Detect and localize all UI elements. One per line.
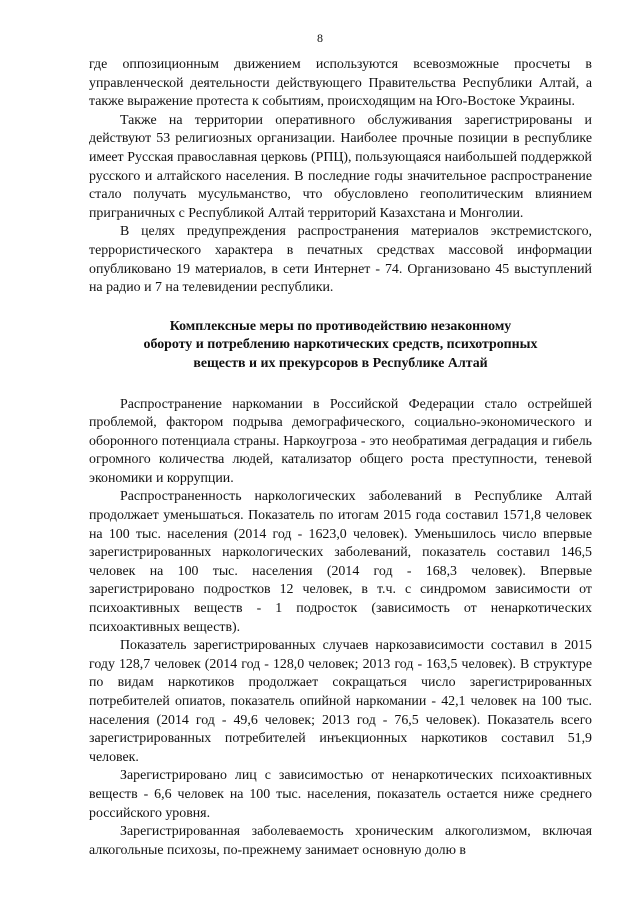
section-heading (89, 318, 592, 374)
section-heading-line: обороту и потреблению наркотических средств, психотропных (143, 337, 538, 353)
paragraph-drug-problem: Распространение наркомании в Российской Федерации стало острейшей проблемой, фактором подрыва демографического, социально-экономического и оборонного потенциала страны. Наркоугроза - это необратимая деградация и гибель огромного количества людей, катализатор общего роста преступности, теневой экономики и коррупции. (89, 396, 592, 486)
paragraph-religious-organizations: Также на территории оперативного обслуживания зарегистрированы и действуют 53 религиозных организации. Наиболее прочные позиции в республике имеет Русская православная церковь (РПЦ), пользующаяся наибольшей поддержкой русского и алтайского населения. В последние годы значительное распространение стало получать мусульманство, что обусловлено геополитическим влиянием приграничных с Республикой Алтай территорий Казахстана и Монголии. (89, 112, 592, 221)
section-heading-line: веществ и их прекурсоров в Республике Алтай (193, 355, 488, 371)
paragraph-continuation: где оппозиционным движением используются всевозможные просчеты в управленческой деятельности действующего Правительства Республики Алтай, а также выражение протеста к событиям, происходящим на Юго-Востоке Украины. (89, 57, 592, 110)
document-body (89, 56, 592, 860)
paragraph-prevalence: Распространенность наркологических заболеваний в Республике Алтай продолжает уменьшаться. Показатель по итогам 2015 года составил 1571,8 человек на 100 тыс. населения (2014 год - 1623,0 человек). Уменьшилось число впервые зарегистрированных наркологических заболеваний, показатель составил 146,5 человек на 100 тыс. населения (2014 год - 168,3 человек). Впервые зарегистрировано подростков 12 человек, в т.ч. с синдромом зависимости от психоактивных веществ - 1 подросток (зависимость от ненаркотических психоактивных веществ). (89, 489, 592, 635)
section-heading-line: Комплексные меры по противодействию незаконному (169, 318, 512, 334)
paragraph-non-narcotic: Зарегистрировано лиц с зависимостью от ненаркотических психоактивных веществ - 6,6 человек на 100 тыс. населения, показатель остается ниже среднего российского уровня. (89, 768, 592, 821)
paragraph-extremism-prevention: В целях предупреждения распространения материалов экстремистского, террористического характера в печатных средствах массовой информации опубликовано 19 материалов, в сети Интернет - 74. Организовано 45 выступлений на радио и 7 на телевидении республики. (89, 224, 592, 296)
paragraph-addiction-cases: Показатель зарегистрированных случаев наркозависимости составил в 2015 году 128,7 человек (2014 год - 128,0 человек; 2013 год - 163,5 человек). В структуре по видам наркотиков продолжает сокращаться число зарегистрированных потребителей опиатов, показатель опийной наркомании - 42,1 человек на 100 тыс. населения (2014 год - 49,6 человек; 2013 год - 76,5 человек). Показатель всего зарегистрированных потребителей инъекционных наркотиков составил 51,9 человек. (89, 638, 592, 765)
paragraph-alcoholism: Зарегистрированная заболеваемость хроническим алкоголизмом, включая алкогольные психозы, по-прежнему занимает основную долю в (89, 824, 592, 858)
page-number: 8 (317, 31, 323, 45)
